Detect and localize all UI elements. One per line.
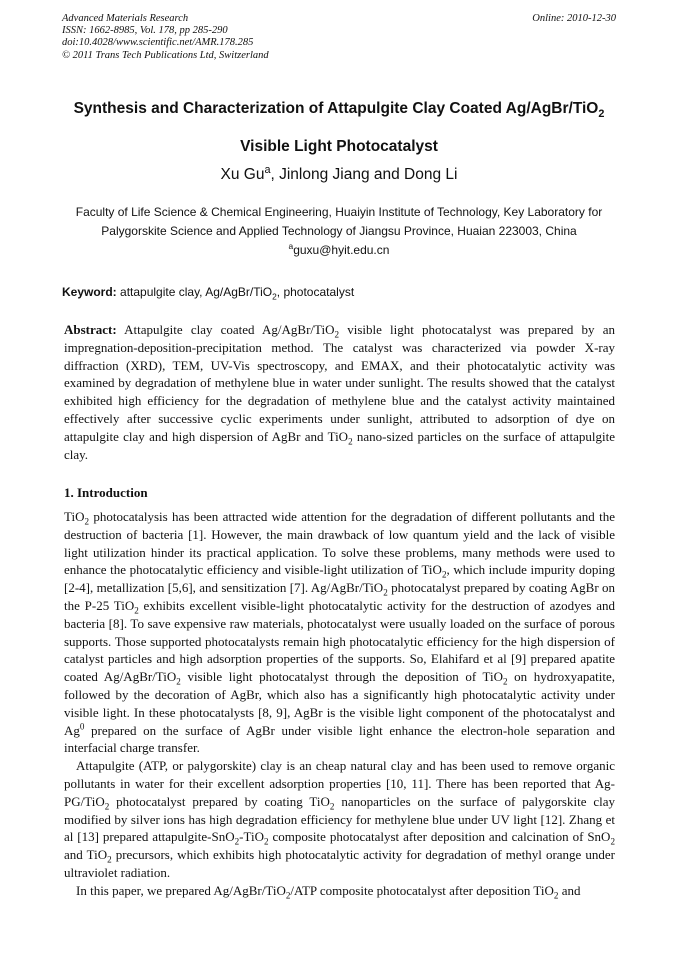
intro-paragraph-3: In this paper, we prepared Ag/AgBr/TiO$_2$/ATP composite photocatalyst after deposition TiO$_2$ and xyxy=(76,882,581,901)
issn-line: ISSN: 1662-8985, Vol. 178, pp 285-290 xyxy=(62,25,228,37)
title-line-1: Synthesis and Characterization of Attapulgite Clay Coated Ag/AgBr/TiO$_2$ xyxy=(73,100,605,121)
keywords: Keyword: attapulgite clay, Ag/AgBr/TiO$_2$, photocatalyst xyxy=(62,285,355,302)
abstract-label: Abstract: xyxy=(64,322,117,337)
intro-paragraph-2: Attapulgite (ATP, or palygorskite) clay is an cheap natural clay and has been used to remove organic pollutants in water for their excellent adsorption properties [10, 11]. There has been reported that Ag-PG/TiO$_2$ photocatalyst prepared by coating TiO$_2$ nanoparticles on the surface of palygorskite clay modified by silver ions has high degradation efficiency for methylene blue under UV light [12]. Zhang et al [13] prepared attapulgite-SnO$_2$-TiO$_2$ composite photocatalyst after deposition and calcination of SnO$_2$ and TiO$_2$ precursors, which exhibits high photocatalytic activity for degradation of methyl orange under ultraviolet radiation. xyxy=(64,758,615,880)
abstract: Abstract: Attapulgite clay coated Ag/AgBr/TiO$_2$ visible light photocatalyst was prepared by an impregnation-deposition-precipitation method. The catalyst was characterized via powder X-ray diffraction (XRD), TEM, UV-Vis spectroscopy, and EMAX, and their photocatalytic activity was examined by degradation of methylene blue in water under sunlight. The results showed that the catalyst exhibited high efficiency for the degradation of methylene blue and the catalyst activity maintained effectively after successive cyclic experiments under sunlight, attributed to adsorption of dye on attapulgite clay and high dispersion of AgBr and TiO$_2$ nano-sized particles on the surface of attapulgite clay. xyxy=(64,322,616,462)
running-header xyxy=(62,13,616,62)
affiliation: Faculty of Life Science & Chemical Engineering, Huaiyin Institute of Technology, Key Laboratory for Palygorskite Science and Applied Technology of Jiangsu Province, Huaian 223003, China xyxy=(75,205,603,238)
introduction-body xyxy=(64,508,615,900)
paper-title xyxy=(40,90,638,166)
section-heading-introduction: 1. Introduction xyxy=(64,485,148,500)
journal-name: Advanced Materials Research xyxy=(62,13,189,24)
author-email: $^a$guxu@hyit.edu.cn xyxy=(288,241,390,257)
authors: Xu Gu$^a$, Jinlong Jiang and Dong Li xyxy=(220,163,458,183)
intro-paragraph-1: TiO$_2$ photocatalysis has been attracted wide attention for the degradation of different pollutants and the destruction of bacteria [1]. However, the main drawback of low quantum yield and the lack of visible light utilization hinder its practical application. To solve these problems, many methods were used to enhance the photocatalytic efficiency and visible-light utilization of TiO$_2$, which include impurity doping [2-4], metallization [5,6], and sensitization [7]. Ag/AgBr/TiO$_2$ photocatalyst prepared by coating AgBr on the P-25 TiO$_2$ exhibits excellent visible-light photocatalytic activity for the destruction of azodyes and bacteria [8]. To save expensive raw materials, photocatalyst were usually loaded on the surface of porous supports. Those supported photocatalysts remain high photocatalytic efficiency for the high dispersion of catalyst particles and high adsorption properties of the supports. So, Elahifard et al [9] prepared apatite coated Ag/AgBr/TiO$_2$ visible light photocatalyst through the deposition of TiO$_2$ on hydroxyapatite, followed by the decoration of AgBr, which also has a significantly high photocatalytic activity under visible light. In these photocatalysts [8, 9], AgBr is the visible light component of the photocatalyst and Ag$^0$ prepared on the surface of AgBr under visible light enhance the electron-hole separation and interfacial charge transfer. xyxy=(64,509,616,756)
copyright-line: © 2011 Trans Tech Publications Ltd, Switzerland xyxy=(62,49,269,61)
online-date: Online: 2010-12-30 xyxy=(532,13,616,24)
title-line-2: Visible Light Photocatalyst xyxy=(240,138,438,155)
keywords-label: Keyword: xyxy=(62,285,117,299)
doi-line: doi:10.4028/www.scientific.net/AMR.178.285 xyxy=(62,37,254,49)
